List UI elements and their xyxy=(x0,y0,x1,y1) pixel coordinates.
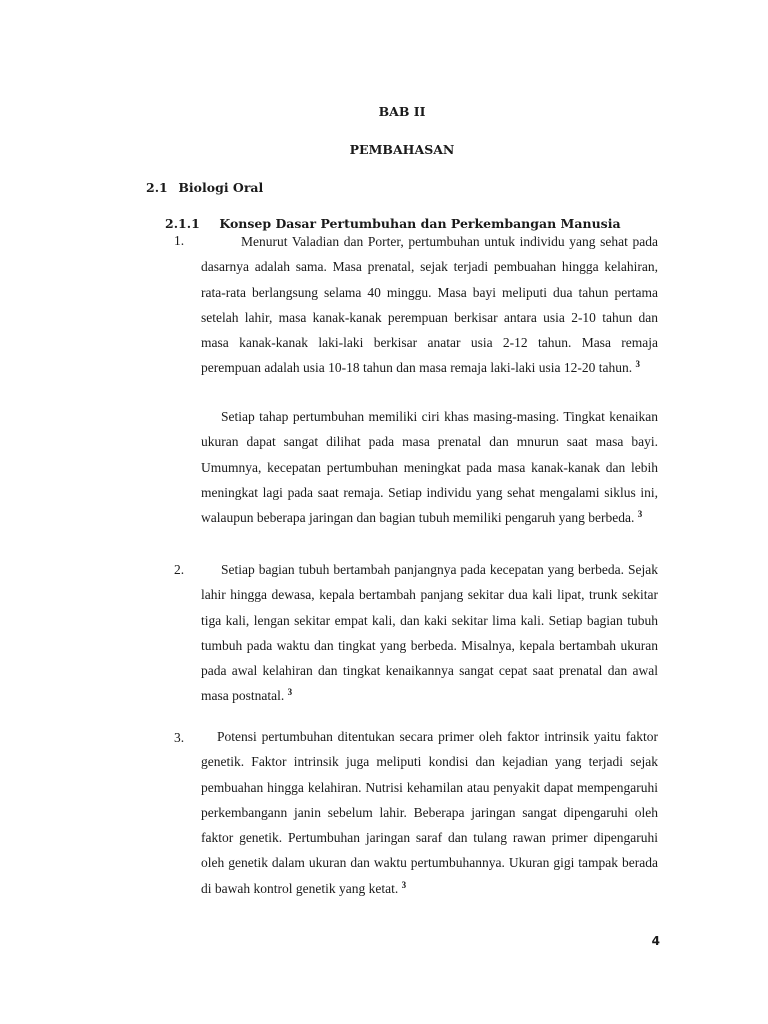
item-2-paragraph-1 xyxy=(201,557,658,709)
chapter-label: BAB II xyxy=(378,104,426,119)
reference-mark: 3 xyxy=(637,509,643,520)
reference-mark: 3 xyxy=(287,687,293,698)
paragraph-text: Menurut Valadian dan Porter, pertumbuhan untuk individu yang sehat pada dasarnya adalah sama. Masa prenatal, sejak terjadi pembuahan hingga kelahiran, rata-rata berlangsung selama 40 minggu. Masa bayi meliputi dua tahun pertama setelah lahir, masa kanak-kanak perempuan berkisar antara usia 2-10 tahun dan masa kanak-kanak laki-laki berkisar anatar usia 2-12 tahun. Masa remaja perempuan adalah usia 10-18 tahun dan masa remaja laki-laki usia 12-20 tahun. xyxy=(201,234,658,376)
list-marker-3: 3. xyxy=(174,730,185,745)
paragraph-text: Setiap bagian tubuh bertambah panjangnya pada kecepatan yang berbeda. Sejak lahir hingga dewasa, kepala bertambah panjang sekitar dua kali lipat, trunk sekitar tiga kali, lengan sekitar empat kali, dan kaki sekitar lima kali. Setiap bagian tubuh tumbuh pada waktu dan tingkat yang berbeda. Misalnya, kepala bertambah ukuran pada awal kelahiran dan tingkat kenaikannya sangat cepat saat prenatal dan awal masa postnatal. xyxy=(201,562,658,704)
page-number: 4 xyxy=(651,934,660,948)
list-marker-1: 1. xyxy=(174,233,185,248)
list-marker-2: 2. xyxy=(174,562,185,577)
item-1-paragraph-2 xyxy=(201,404,658,530)
section-heading xyxy=(146,180,263,195)
paragraph-text: Setiap tahap pertumbuhan memiliki ciri khas masing-masing. Tingkat kenaikan ukuran dapat sangat dilihat pada masa prenatal dan mnurun saat masa bayi. Umumnya, kecepatan pertumbuhan meningkat pada masa kanak-kanak dan lebih meningkat lagi pada saat remaja. Setiap individu yang sehat mengalami siklus ini, walaupun beberapa jaringan dan bagian tubuh memiliki pengaruh yang berbeda. xyxy=(201,409,658,526)
section-number: 2.1 xyxy=(146,180,168,195)
reference-mark: 3 xyxy=(401,879,407,890)
subsection-number: 2.1.1 xyxy=(165,216,200,231)
section-title: Biologi Oral xyxy=(178,180,264,195)
chapter-title: PEMBAHASAN xyxy=(349,142,455,157)
reference-mark: 3 xyxy=(635,359,640,370)
paragraph-text: Potensi pertumbuhan ditentukan secara primer oleh faktor intrinsik yaitu faktor genetik. Faktor intrinsik juga meliputi kondisi dan kejadian yang terjadi sejak pembuahan hingga kelahiran. Nutrisi kehamilan atau penyakit dapat mempengaruhi perkembangann janin sebelum lahir. Beberapa jaringan sangat dipengaruhi oleh faktor genetik. Pertumbuhan jaringan saraf dan tulang rawan primer dipengaruhi oleh genetik dalam ukuran dan waktu pertumbuhannya. Ukuran gigi tampak berada di bawah kontrol genetik yang ketat. xyxy=(201,729,658,896)
subsection-title: Konsep Dasar Pertumbuhan dan Perkembangan Manusia xyxy=(219,216,621,231)
item-3-paragraph-1 xyxy=(201,724,658,901)
item-1-paragraph-1 xyxy=(201,229,658,381)
